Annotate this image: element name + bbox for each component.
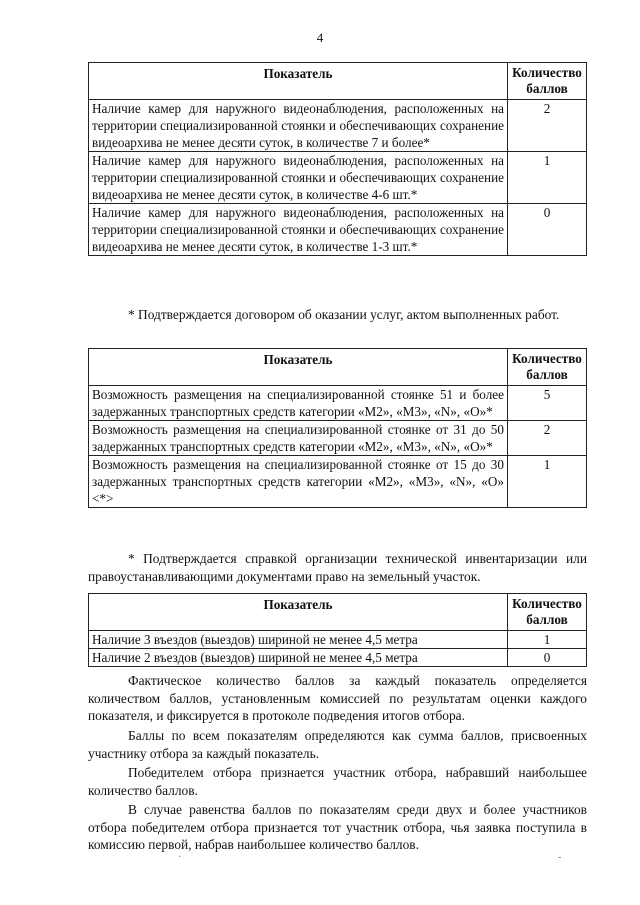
points-cell: 1 — [508, 631, 587, 649]
points-header: Количество баллов — [508, 594, 587, 631]
indicator-header: Показатель — [89, 63, 508, 100]
scan-speck: · — [178, 852, 182, 863]
points-cell: 0 — [508, 649, 587, 667]
table-header-row — [89, 63, 587, 100]
indicator-cell: Наличие камер для наружного видеонаблюдения, расположенных на территории специализированной стоянки и обеспечивающих сохранение видеоархива не менее десяти суток, в количестве 1-3 шт.* — [89, 204, 508, 256]
entrances-score-table — [88, 593, 587, 667]
table-row — [89, 204, 587, 256]
table-row — [89, 152, 587, 204]
paragraph-points-sum: Баллы по всем показателям определяются как сумма баллов, присвоенных участнику отбора за каждый показатель. — [88, 728, 587, 761]
scan-speck: - — [558, 852, 562, 863]
table-row — [89, 100, 587, 152]
paragraph-actual-score: Фактическое количество баллов за каждый показатель определяется количеством баллов, установленным комиссией по результатам оценки каждого показателя, и фиксируется в протоколе подведения итогов отбора. — [88, 673, 587, 723]
points-cell: 5 — [508, 386, 587, 421]
points-cell: 1 — [508, 152, 587, 204]
table-row — [89, 421, 587, 456]
table-header-row — [89, 349, 587, 386]
table-row — [89, 649, 587, 667]
points-cell: 2 — [508, 100, 587, 152]
indicator-header: Показатель — [89, 349, 508, 386]
indicator-cell: Возможность размещения на специализированной стоянке 51 и более задержанных транспортных средств категории «M2», «M3», «N», «O»* — [89, 386, 508, 421]
table-row — [89, 456, 587, 508]
indicator-cell: Возможность размещения на специализированной стоянке от 31 до 50 задержанных транспортных средств категории «M2», «M3», «N», «O»* — [89, 421, 508, 456]
cameras-score-table — [88, 62, 587, 256]
indicator-cell: Наличие камер для наружного видеонаблюдения, расположенных на территории специализированной стоянки и обеспечивающих сохранение видеоархива не менее десяти суток, в количестве 7 и более* — [89, 100, 508, 152]
footnote-services-contract: * Подтверждается договором об оказании услуг, актом выполненных работ. — [128, 307, 560, 322]
indicator-cell: Наличие камер для наружного видеонаблюдения, расположенных на территории специализированной стоянки и обеспечивающих сохранение видеоархива не менее десяти суток, в количестве 4-6 шт.* — [89, 152, 508, 204]
paragraph-winner: Победителем отбора признается участник отбора, набравший наибольшее количество баллов. — [88, 765, 587, 798]
page-number: 4 — [316, 30, 324, 45]
points-cell: 1 — [508, 456, 587, 508]
indicator-header: Показатель — [89, 594, 508, 631]
points-header: Количество баллов — [508, 349, 587, 386]
indicator-cell: Наличие 3 въездов (выездов) шириной не менее 4,5 метра — [89, 631, 508, 649]
points-cell: 2 — [508, 421, 587, 456]
paragraph-tie-break: В случае равенства баллов по показателям среди двух и более участников отбора победителем отбора признается тот участник отбора, чья заявка поступила в комиссию первой, набрав наибольшее количество баллов. — [88, 802, 587, 852]
indicator-cell: Возможность размещения на специализированной стоянке от 15 до 30 задержанных транспортных средств категории «M2», «M3», «N», «O» <*> — [89, 456, 508, 508]
parking-capacity-score-table — [88, 348, 587, 508]
indicator-cell: Наличие 2 въездов (выездов) шириной не менее 4,5 метра — [89, 649, 508, 667]
table-row — [89, 631, 587, 649]
points-cell: 0 — [508, 204, 587, 256]
points-header: Количество баллов — [508, 63, 587, 100]
footnote-inventory-certificate: * Подтверждается справкой организации технической инвентаризации или правоустанавливающими документами право на земельный участок. — [88, 551, 587, 584]
table-row — [89, 386, 587, 421]
table-header-row — [89, 594, 587, 631]
